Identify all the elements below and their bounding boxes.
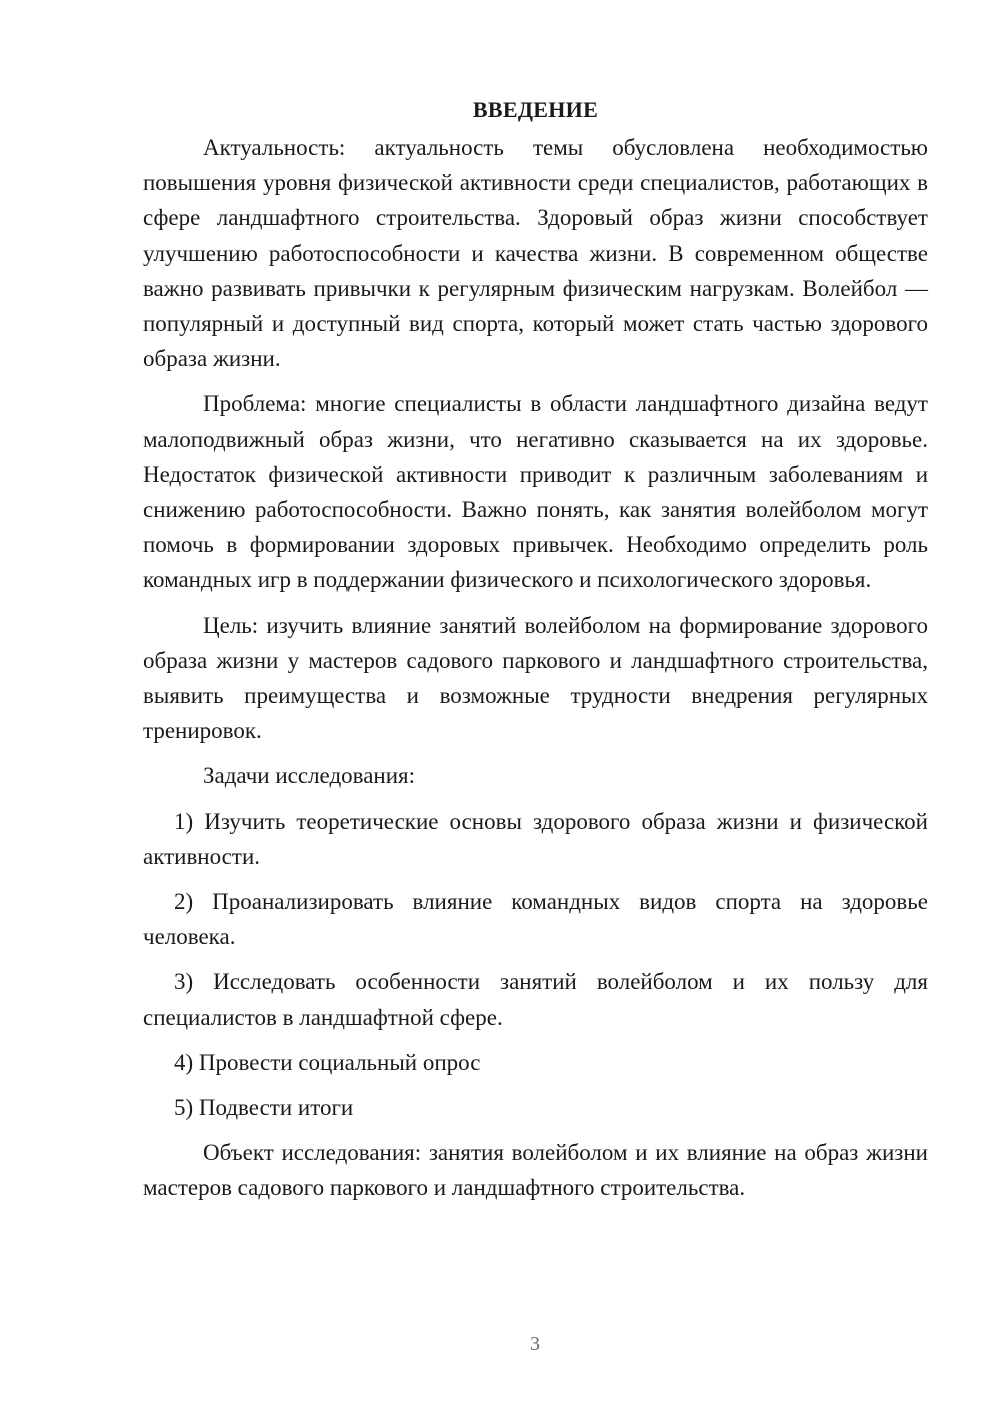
problem-paragraph: Проблема: многие специалисты в области ландшафтного дизайна ведут малоподвижный образ жизни, что негативно сказывается на их здоровье. Недостаток физической активности приводит к различным заболеваниям и снижению работоспособности. Важно понять, как занятия волейболом могут помочь в формировании здоровых привычек. Необходимо определить роль командных игр в поддержании физического и психологического здоровья. <box>143 391 928 593</box>
task-item: 3) Исследовать особенности занятий волейболом и их пользу для специалистов в ландшафтной сфере. <box>143 969 928 1030</box>
page-content <box>143 92 928 1206</box>
task-item: 4) Провести социальный опрос <box>174 1049 481 1075</box>
tasks-heading: Задачи исследования: <box>203 763 416 789</box>
task-item: 2) Проанализировать влияние командных видов спорта на здоровье человека. <box>143 889 928 950</box>
section-title: ВВЕДЕНИЕ <box>472 97 599 122</box>
task-item: 5) Подвести итоги <box>174 1095 354 1121</box>
task-item: 1) Изучить теоретические основы здорового образа жизни и физической активности. <box>143 808 928 869</box>
goal-paragraph: Цель: изучить влияние занятий волейболом на формирование здорового образа жизни у мастеров садового паркового и ландшафтного строительства, выявить преимущества и возможные трудности внедрения регулярных тренировок. <box>143 612 928 744</box>
page-number: 3 <box>530 1333 540 1355</box>
object-paragraph: Объект исследования: занятия волейболом и их влияние на образ жизни мастеров садового паркового и ландшафтного строительства. <box>143 1140 928 1201</box>
relevance-paragraph: Актуальность: актуальность темы обусловлена необходимостью повышения уровня физической активности среди специалистов, работающих в сфере ландшафтного строительства. Здоровый образ жизни способствует улучшению работоспособности и качества жизни. В современном обществе важно развивать привычки к регулярным физическим нагрузкам. Волейбол — популярный и доступный вид спорта, который может стать частью здорового образа жизни. <box>143 135 928 372</box>
